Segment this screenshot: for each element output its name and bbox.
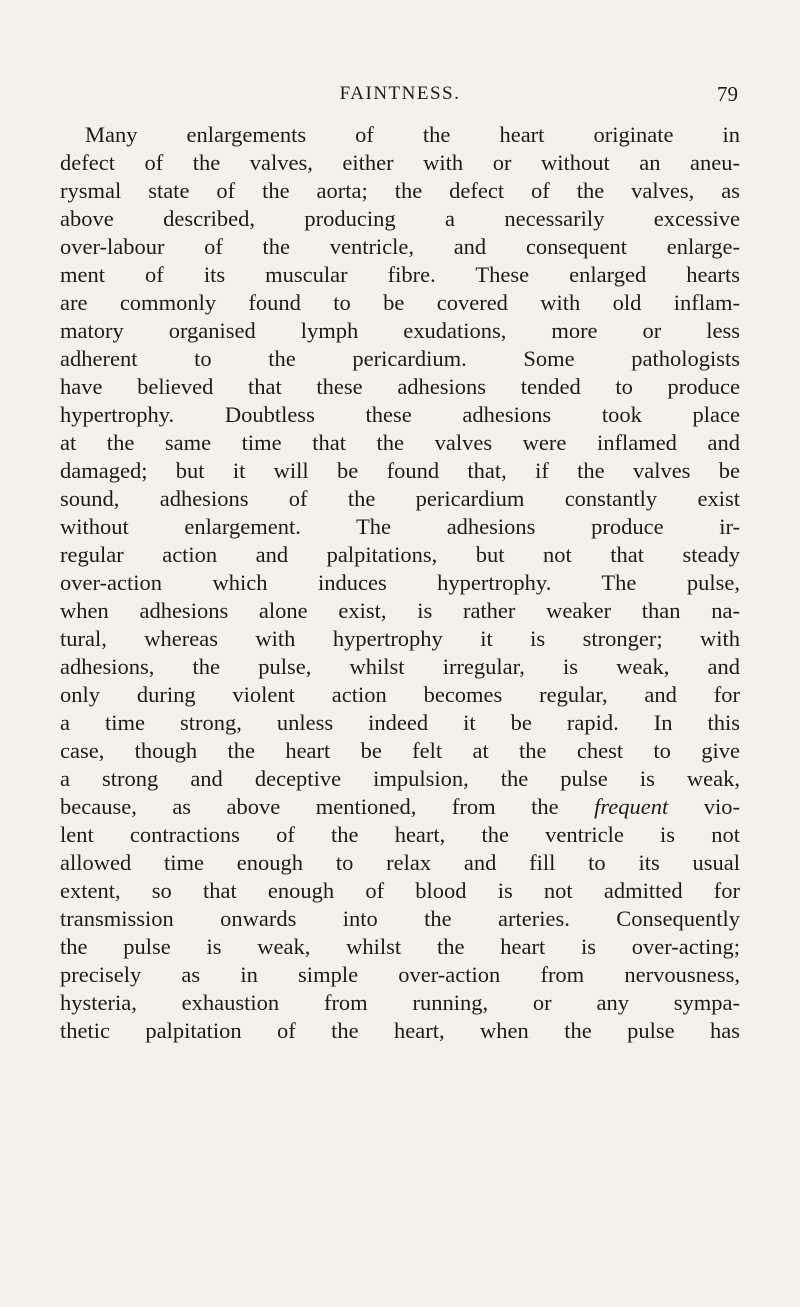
text-line: when adhesions alone exist, is rather weaker than na- — [60, 598, 740, 623]
text-line: above described, producing a necessarily excessive — [60, 206, 740, 231]
italic-word: frequent — [594, 794, 669, 819]
text-line: are commonly found to be covered with old inflam- — [60, 290, 740, 315]
running-head — [60, 79, 740, 109]
text-line: over-labour of the ventricle, and consequent enlarge- — [60, 234, 740, 259]
text-line: Many enlargements of the heart originate in — [85, 122, 740, 147]
text-line: hypertrophy. Doubtless these adhesions took place — [60, 402, 740, 427]
text-segment: because, as above mentioned, from the — [60, 794, 559, 819]
text-line: lent contractions of the heart, the ventricle is not — [60, 822, 740, 847]
text-line: hysteria, exhaustion from running, or any sympa- — [60, 990, 740, 1015]
text-line: the pulse is weak, whilst the heart is over-acting; — [60, 934, 740, 959]
text-line: have believed that these adhesions tended to produce — [60, 374, 740, 399]
text-line: regular action and palpitations, but not that steady — [60, 542, 740, 567]
text-line: sound, adhesions of the pericardium constantly exist — [60, 486, 740, 511]
text-line: adherent to the pericardium. Some pathologists — [60, 346, 740, 371]
text-line: a strong and deceptive impulsion, the pulse is weak, — [60, 766, 740, 791]
text-line: without enlargement. The adhesions produce ir- — [60, 514, 740, 539]
text-line: thetic palpitation of the heart, when the pulse has — [60, 1018, 740, 1043]
text-line: transmission onwards into the arteries. Consequently — [60, 906, 740, 931]
text-line: defect of the valves, either with or without an aneu- — [60, 150, 740, 175]
text-line: at the same time that the valves were inflamed and — [60, 430, 740, 455]
text-line: damaged; but it will be found that, if the valves be — [60, 458, 740, 483]
text-line: over-action which induces hypertrophy. The pulse, — [60, 570, 740, 595]
text-line: extent, so that enough of blood is not admitted for — [60, 878, 740, 903]
text-line: precisely as in simple over-action from nervousness, — [60, 962, 740, 987]
text-line: a time strong, unless indeed it be rapid. In this — [60, 710, 740, 735]
page-number: 79 — [717, 82, 738, 106]
text-line: case, though the heart be felt at the chest to give — [60, 738, 740, 763]
text-line: rysmal state of the aorta; the defect of the valves, as — [60, 178, 740, 203]
text-line: tural, whereas with hypertrophy it is stronger; with — [60, 626, 740, 651]
text-line-with-italic — [60, 793, 740, 821]
text-line: matory organised lymph exudations, more or less — [60, 318, 740, 343]
running-title: FAINTNESS. — [339, 83, 461, 104]
text-line: adhesions, the pulse, whilst irregular, is weak, and — [60, 654, 740, 679]
body-paragraph — [60, 121, 740, 1045]
text-line: ment of its muscular fibre. These enlarged hearts — [60, 262, 740, 287]
text-segment: vio- — [703, 794, 741, 819]
text-line: allowed time enough to relax and fill to its usual — [60, 850, 740, 875]
text-line: only during violent action becomes regular, and for — [60, 682, 740, 707]
